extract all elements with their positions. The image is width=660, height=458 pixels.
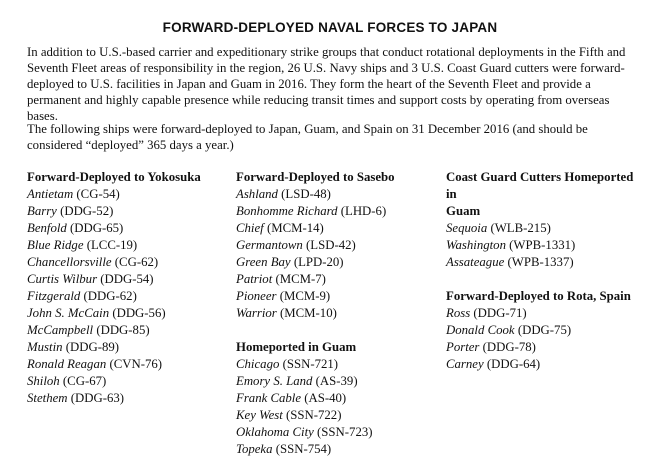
ship-entry (236, 254, 436, 271)
hull-number: (LPD-20) (293, 255, 344, 269)
ship-name: John S. McCain (27, 306, 110, 320)
guam-ship-list (236, 356, 436, 458)
ship-entry (236, 407, 436, 424)
ship-entry (446, 322, 646, 339)
hull-number: (DDG-75) (517, 323, 572, 337)
ship-entry (446, 305, 646, 322)
ship-name: Frank Cable (236, 391, 302, 405)
ship-name: Barry (27, 204, 57, 218)
hull-number: (WPB-1331) (509, 238, 576, 252)
yokosuka-ship-list (27, 186, 227, 407)
column-sasebo-guam (236, 169, 436, 458)
hull-number: (LHD-6) (340, 204, 387, 218)
page-title: FORWARD-DEPLOYED NAVAL FORCES TO JAPAN (162, 20, 498, 35)
ship-name: Topeka (236, 442, 273, 456)
hull-number: (SSN-723) (317, 425, 373, 439)
sasebo-ship-list (236, 186, 436, 322)
ship-entry (446, 356, 646, 373)
hull-number: (MCM-10) (279, 306, 337, 320)
ship-entry (236, 356, 436, 373)
hull-number: (MCM-14) (266, 221, 324, 235)
hull-number: (DDG-78) (482, 340, 536, 354)
ship-entry (236, 220, 436, 237)
hull-number: (DDG-89) (65, 340, 120, 354)
ship-entry (236, 373, 436, 390)
ship-entry (27, 203, 227, 220)
ship-entry (236, 288, 436, 305)
ship-entry (236, 441, 436, 458)
intro-paragraph: In addition to U.S.-based carrier and expeditionary strike groups that conduct rotational deployments in the Fifth and Seventh Fleet areas of responsibility in the region, 26 U.S. Navy ships and 3 U.S. Coast Guard cutters were forward-deployed to U.S. facilities in Japan and Guam in 2016. They form the heart of the Seventh Fleet and provide a permanent and highly capable presence while reducing transit times and support costs by operating from overseas bases. (27, 45, 626, 123)
ship-name: Stethem (27, 391, 68, 405)
hull-number: (DDG-71) (473, 306, 527, 320)
hull-number: (LSD-48) (281, 187, 331, 201)
hull-number: (LCC-19) (86, 238, 138, 252)
ship-name: Ross (446, 306, 471, 320)
ship-name: Chief (236, 221, 264, 235)
ship-entry (446, 220, 646, 237)
coast-guard-heading-line2: Guam (446, 204, 481, 218)
coast-guard-heading (446, 169, 646, 220)
hull-number: (MCM-9) (279, 289, 331, 303)
ship-entry (27, 339, 227, 356)
ship-entry (27, 220, 227, 237)
ship-entry (446, 237, 646, 254)
ship-name: Chicago (236, 357, 280, 371)
ship-name: Chancellorsville (27, 255, 112, 269)
ship-entry (27, 237, 227, 254)
ship-entry (27, 186, 227, 203)
ship-entry (27, 305, 227, 322)
hull-number: (CG-62) (114, 255, 159, 269)
ship-name: Oklahoma City (236, 425, 314, 439)
ship-entry (236, 203, 436, 220)
ship-name: Sequoia (446, 221, 488, 235)
ship-name: Fitzgerald (27, 289, 81, 303)
hull-number: (SSN-754) (275, 442, 332, 456)
column-coast-guard-rota (446, 169, 646, 373)
ship-entry (27, 254, 227, 271)
hull-number: (CVN-76) (109, 357, 163, 371)
hull-number: (AS-40) (304, 391, 347, 405)
ship-name: Emory S. Land (236, 374, 313, 388)
ship-entry (236, 271, 436, 288)
hull-number: (DDG-54) (100, 272, 154, 286)
ship-name: Pioneer (236, 289, 277, 303)
ship-entry (27, 288, 227, 305)
ship-name: Germantown (236, 238, 303, 252)
ship-entry (236, 186, 436, 203)
ship-entry (27, 390, 227, 407)
rota-ship-list (446, 305, 646, 373)
sasebo-heading: Forward-Deployed to Sasebo (236, 170, 395, 184)
yokosuka-heading: Forward-Deployed to Yokosuka (27, 170, 201, 184)
hull-number: (MCM-7) (275, 272, 326, 286)
ship-name: Green Bay (236, 255, 291, 269)
ship-entry (446, 254, 646, 271)
ship-name: Benfold (27, 221, 67, 235)
column-yokosuka (27, 169, 227, 407)
hull-number: (AS-39) (315, 374, 358, 388)
hull-number: (DDG-63) (70, 391, 125, 405)
hull-number: (LSD-42) (306, 238, 356, 252)
coast-guard-ship-list (446, 220, 646, 271)
coast-guard-heading-line1: Coast Guard Cutters Homeported in (446, 170, 634, 201)
hull-number: (DDG-52) (60, 204, 114, 218)
ship-entry (27, 322, 227, 339)
ship-name: Assateague (446, 255, 505, 269)
hull-number: (SSN-721) (282, 357, 339, 371)
ship-name: Antietam (27, 187, 74, 201)
ship-entry (27, 271, 227, 288)
hull-number: (DDG-85) (96, 323, 150, 337)
ship-name: Key West (236, 408, 283, 422)
ship-entry (236, 390, 436, 407)
ship-name: Blue Ridge (27, 238, 84, 252)
ship-name: Curtis Wilbur (27, 272, 98, 286)
ship-entry (236, 424, 436, 441)
hull-number: (WPB-1337) (507, 255, 574, 269)
hull-number: (CG-54) (76, 187, 120, 201)
ship-name: Shiloh (27, 374, 60, 388)
ship-name: Mustin (27, 340, 63, 354)
hull-number: (DDG-64) (486, 357, 541, 371)
ship-name: Ashland (236, 187, 278, 201)
section-spacer (236, 322, 436, 339)
ship-entry (27, 373, 227, 390)
ship-name: Carney (446, 357, 484, 371)
ship-name: Warrior (236, 306, 277, 320)
hull-number: (CG-67) (62, 374, 107, 388)
ship-entry (27, 356, 227, 373)
hull-number: (WLB-215) (490, 221, 551, 235)
ship-name: Bonhomme Richard (236, 204, 338, 218)
ship-name: Patriot (236, 272, 273, 286)
guam-heading: Homeported in Guam (236, 340, 357, 354)
ship-name: McCampbell (27, 323, 94, 337)
ship-name: Porter (446, 340, 480, 354)
ship-entry (236, 237, 436, 254)
ship-name: Donald Cook (446, 323, 515, 337)
hull-number: (SSN-722) (286, 408, 342, 422)
list-intro-paragraph: The following ships were forward-deployed to Japan, Guam, and Spain on 31 December 2016 (and should be considered “deployed” 365 days a year.) (27, 122, 588, 152)
hull-number: (DDG-62) (83, 289, 137, 303)
hull-number: (DDG-65) (70, 221, 124, 235)
ship-name: Washington (446, 238, 506, 252)
ship-entry (236, 305, 436, 322)
section-spacer (446, 271, 646, 288)
hull-number: (DDG-56) (112, 306, 166, 320)
ship-entry (446, 339, 646, 356)
rota-heading: Forward-Deployed to Rota, Spain (446, 289, 631, 303)
ship-name: Ronald Reagan (27, 357, 107, 371)
